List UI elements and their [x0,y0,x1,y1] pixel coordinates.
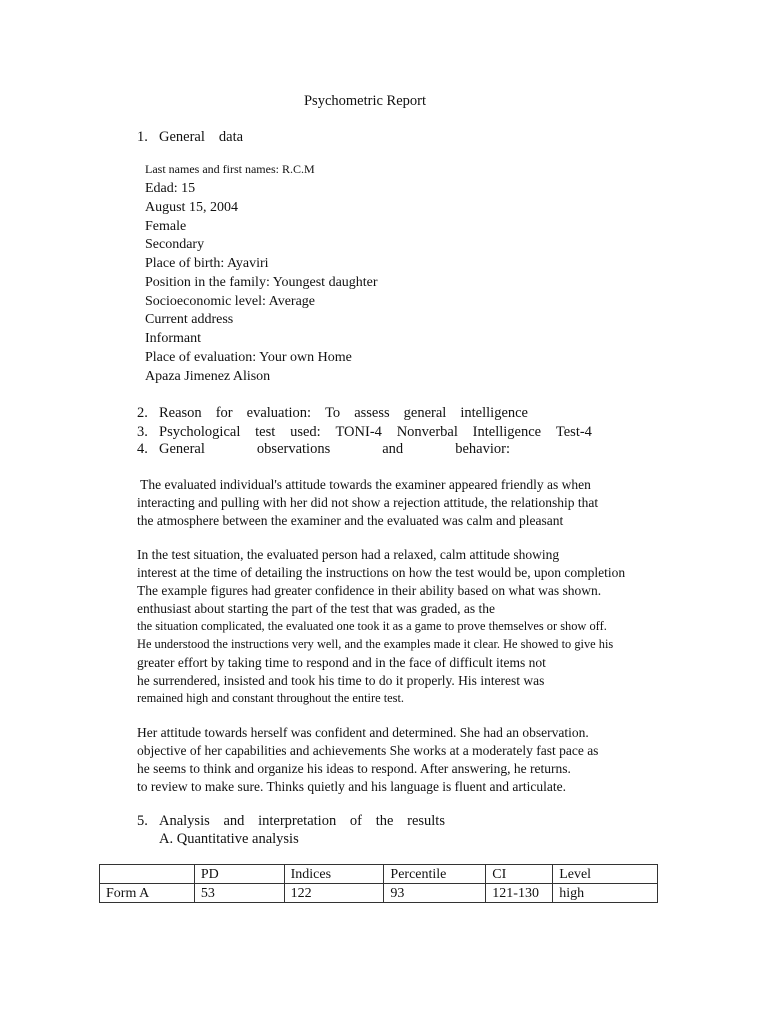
section-5-number: 5. [137,813,148,829]
section-2-number: 2. [137,405,148,421]
table-row [100,884,658,903]
general-data-sex: Female [145,219,187,234]
report-title: Psychometric Report [303,93,427,109]
section-2-word: intelligence [460,405,528,421]
section-2-word: assess [354,405,390,421]
results-table [99,864,658,903]
section-5-heading [137,813,159,830]
paragraph-2-line: enthusiast about starting the part of the test that was graded, as the [137,601,496,616]
general-data-evaluator: Apaza Jimenez Alison [145,369,271,384]
section-5-word: interpretation [258,813,337,829]
paragraph-3-line: objective of her capabilities and achievements She works at a moderately fast pace as [137,743,599,758]
paragraph-2-line: remained high and constant throughout the entire test. [137,691,405,705]
table-cell: 122 [284,884,384,903]
section-3-word: TONI-4 [335,424,382,440]
paragraph-1-line: interacting and pulling with her did not show a rejection attitude, the relationship that [137,495,599,510]
general-data-birthdate: August 15, 2004 [145,200,238,215]
general-data-names: Last names and first names: R.C.M [145,162,315,176]
section-2-word: for [215,405,233,421]
paragraph-1-line: The evaluated individual's attitude towards the examiner appeared friendly as when [137,477,591,492]
general-data-socioeconomic: Socioeconomic level: Average [145,294,316,309]
subsection-a-heading: A. Quantitative analysis [159,831,299,847]
table-cell: high [553,884,658,903]
table-header-cell [100,865,195,884]
paragraph-2-line: In the test situation, the evaluated person had a relaxed, calm attitude showing [137,547,560,562]
section-4-heading [137,441,159,458]
section-3-word: Intelligence [472,424,542,440]
table-header-cell: Indices [284,865,384,884]
section-2-word: general [403,405,447,421]
table-header-cell: Percentile [384,865,486,884]
table-cell: 121-130 [486,884,553,903]
section-2-text [159,405,528,422]
table-header-cell: PD [194,865,284,884]
section-4-word: behavior: [455,441,510,457]
section-1-word: General [159,129,205,145]
paragraph-2-line: interest at the time of detailing the instructions on how the test would be, upon completion [137,565,626,580]
paragraph-2-line: The example figures had greater confidence in their ability based on what was shown. [137,583,602,598]
section-5-word: and [223,813,245,829]
section-4-word: and [382,441,404,457]
section-3-word: Nonverbal [396,424,458,440]
general-data-informant: Informant [145,331,201,346]
general-data-evaluation-place: Place of evaluation: Your own Home [145,350,352,365]
general-data-education: Secondary [145,237,205,252]
table-header-cell: Level [553,865,658,884]
section-2-word: evaluation: [246,405,312,421]
section-3-text [159,424,592,441]
paragraph-2-line: he surrendered, insisted and took his time to do it properly. His interest was [137,673,545,688]
table-cell: 53 [194,884,284,903]
section-5-word: the [375,813,394,829]
section-3-word: test [255,424,276,440]
section-3-word: Psychological [159,424,241,440]
general-data-age: Edad: 15 [145,181,196,196]
paragraph-3-line: he seems to think and organize his ideas to respond. After answering, he returns. [137,761,571,776]
paragraph-3-line: to review to make sure. Thinks quietly and his language is fluent and articulate. [137,779,567,794]
section-1-number: 1. [137,129,148,145]
section-1-heading [137,129,243,146]
paragraph-1-line: the atmosphere between the examiner and the evaluated was calm and pleasant [137,513,564,528]
section-4-text [159,441,510,458]
paragraph-2-line: the situation complicated, the evaluated one took it as a game to prove themselves or show off. [137,619,607,633]
section-2-heading [137,405,159,422]
table-cell: 93 [384,884,486,903]
section-5-word: results [407,813,445,829]
section-5-word: Analysis [159,813,210,829]
section-4-word: General [159,441,205,457]
section-3-word: used: [290,424,321,440]
section-2-word: Reason [159,405,202,421]
section-3-word: Test-4 [555,424,592,440]
table-header-cell: CI [486,865,553,884]
paragraph-3-line: Her attitude towards herself was confident and determined. She had an observation. [137,725,589,740]
general-data-birthplace: Place of birth: Ayaviri [145,256,269,271]
table-cell: Form A [100,884,195,903]
table-header-row [100,865,658,884]
paragraph-2-line: greater effort by taking time to respond and in the face of difficult items not [137,655,546,670]
general-data-address: Current address [145,312,234,327]
section-3-heading [137,424,159,441]
paragraph-2-line: He understood the instructions very well, and the examples made it clear. He showed to give his [137,637,614,651]
section-4-number: 4. [137,441,148,457]
section-3-number: 3. [137,424,148,440]
section-1-word: data [218,129,244,145]
section-2-word: To [325,405,341,421]
section-5-text [159,813,445,830]
section-5-word: of [349,813,362,829]
section-4-word: observations [256,441,331,457]
general-data-family-position: Position in the family: Youngest daughter [145,275,378,290]
